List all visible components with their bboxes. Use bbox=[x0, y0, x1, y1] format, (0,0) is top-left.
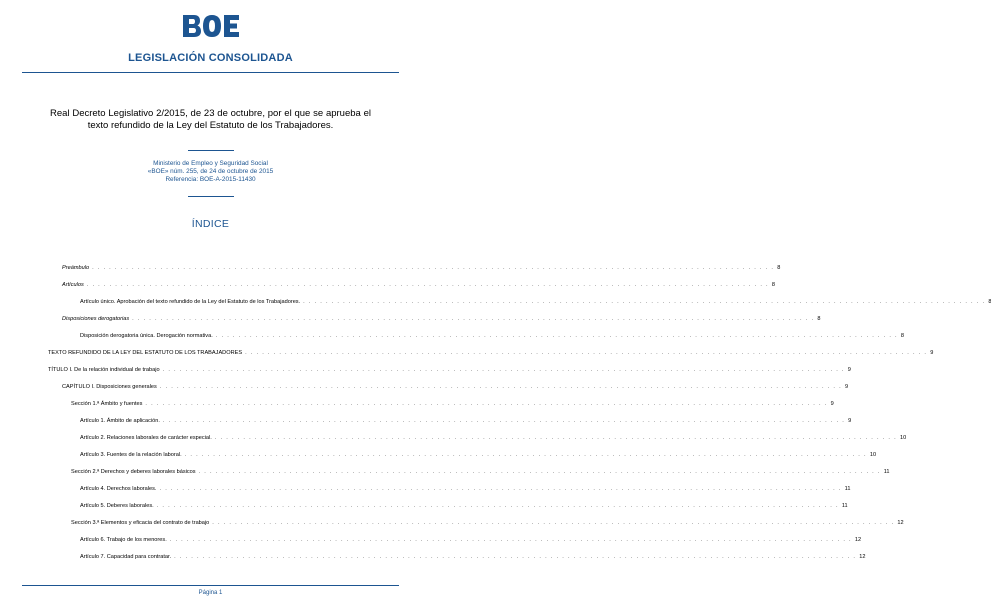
toc-entry-page: 8 bbox=[777, 265, 781, 271]
toc-entry-page: 9 bbox=[844, 384, 849, 390]
toc-entry[interactable] bbox=[80, 451, 877, 459]
toc-entry[interactable] bbox=[80, 485, 851, 493]
toc-entry-page: 8 bbox=[988, 299, 991, 305]
toc-entry-label: TÍTULO I. De la relación individual de trabajo bbox=[48, 367, 160, 373]
toc-entry-label: Preámbulo bbox=[62, 265, 90, 271]
toc-entry-page: 8 bbox=[771, 282, 776, 288]
toc-dot-leader: . . . . . . . . . . . . . . . . . . . . . . . . . . . . . . . . . . . . . . . . . . . . . . . . . . . . . . . . . . . . . . . . . . . . . . . . . . . . . . . . . . . . . . . . . . . . . . . . . . . . . . . . . . . . . . . . . . . . . . . . bbox=[132, 316, 815, 322]
toc-dot-leader: . . . . . . . . . . . . . . . . . . . . . . . . . . . . . . . . . . . . . . . . . . . . . . . . . . . . . . . . . . . . . . . . . . . . . . . . . . . . . . . . . . . . . . . . . . . . . . . . . . . . . . . . . . . . . . . . . . . . . . . . bbox=[214, 435, 897, 441]
toc-dot-leader: . . . . . . . . . . . . . . . . . . . . . . . . . . . . . . . . . . . . . . . . . . . . . . . . . . . . . . . . . . . . . . . . . . . . . . . . . . . . . . . . . . . . . . . . . . . . . . . . . . . . . . . . . . . . . . . . . . . . . . . . bbox=[162, 418, 846, 424]
toc-entry[interactable] bbox=[62, 383, 849, 391]
toc-entry-page: 10 bbox=[899, 435, 907, 441]
toc-dot-leader: . . . . . . . . . . . . . . . . . . . . . . . . . . . . . . . . . . . . . . . . . . . . . . . . . . . . . . . . . . . . . . . . . . . . . . . . . . . . . . . . . . . . . . . . . . . . . . . . . . . . . . . . . . . . . . . . . . . . . . . . bbox=[156, 503, 839, 509]
toc-entry[interactable] bbox=[48, 349, 934, 357]
page-number: Página 1 bbox=[198, 590, 223, 596]
toc-dot-leader: . . . . . . . . . . . . . . . . . . . . . . . . . . . . . . . . . . . . . . . . . . . . . . . . . . . . . . . . . . . . . . . . . . . . . . . . . . . . . . . . . . . . . . . . . . . . . . . . . . . . . . . . . . . . . . . . . . . . . . . . bbox=[162, 367, 845, 373]
toc-entry-label: Artículo 6. Trabajo de los menores. bbox=[80, 537, 167, 543]
toc-entry-page: 11 bbox=[883, 469, 890, 475]
toc-entry-page: 9 bbox=[930, 350, 934, 356]
toc-entry-label: Artículos bbox=[62, 282, 84, 288]
toc-entry[interactable] bbox=[62, 264, 781, 272]
toc-dot-leader: . . . . . . . . . . . . . . . . . . . . . . . . . . . . . . . . . . . . . . . . . . . . . . . . . . . . . . . . . . . . . . . . . . . . . . . . . . . . . . . . . . . . . . . . . . . . . . . . . . . . . . . . . . . . . . . . . . . . . . . . bbox=[145, 401, 828, 407]
toc-entry-page: 12 bbox=[854, 537, 862, 543]
toc-dot-leader: . . . . . . . . . . . . . . . . . . . . . . . . . . . . . . . . . . . . . . . . . . . . . . . . . . . . . . . . . . . . . . . . . . . . . . . . . . . . . . . . . . . . . . . . . . . . . . . . . . . . . . . . . . . . . . . . . . . . . . . . bbox=[92, 265, 775, 271]
toc-entry[interactable] bbox=[71, 400, 834, 408]
toc-entry-page: 8 bbox=[817, 316, 821, 322]
toc-dot-leader: . . . . . . . . . . . . . . . . . . . . . . . . . . . . . . . . . . . . . . . . . . . . . . . . . . . . . . . . . . . . . . . . . . . . . . . . . . . . . . . . . . . . . . . . . . . . . . . . . . . . . . . . . . . . . . . . . . . . . . . . bbox=[184, 452, 867, 458]
toc-entry[interactable] bbox=[80, 434, 907, 442]
header-divider bbox=[22, 72, 399, 73]
toc-entry[interactable] bbox=[71, 468, 890, 476]
toc-entry-page: 11 bbox=[844, 486, 851, 492]
document-title: Real Decreto Legislativo 2/2015, de 23 de octubre, por el que se aprueba el texto refundido de la Ley del Estatuto de los Trabajadores. bbox=[50, 108, 371, 131]
toc-dot-leader: . . . . . . . . . . . . . . . . . . . . . . . . . . . . . . . . . . . . . . . . . . . . . . . . . . . . . . . . . . . . . . . . . . . . . . . . . . . . . . . . . . . . . . . . . . . . . . . . . . . . . . . . . . . . . . . . . . . . . . . . bbox=[212, 520, 895, 526]
toc-entry-page: 9 bbox=[847, 367, 851, 373]
toc-entry-page: 12 bbox=[897, 520, 904, 526]
toc-entry-label: Disposición derogatoria única. Derogación normativa. bbox=[80, 333, 213, 339]
toc-entry-label: CAPÍTULO I. Disposiciones generales bbox=[62, 384, 157, 390]
toc-dot-leader: . . . . . . . . . . . . . . . . . . . . . . . . . . . . . . . . . . . . . . . . . . . . . . . . . . . . . . . . . . . . . . . . . . . . . . . . . . . . . . . . . . . . . . . . . . . . . . . . . . . . . . . . . . . . . . . . . . . . . . . . bbox=[159, 486, 842, 492]
toc-dot-leader: . . . . . . . . . . . . . . . . . . . . . . . . . . . . . . . . . . . . . . . . . . . . . . . . . . . . . . . . . . . . . . . . . . . . . . . . . . . . . . . . . . . . . . . . . . . . . . . . . . . . . . . . . . . . . . . . . . . . . . . . bbox=[215, 333, 898, 339]
toc-entry-label: Artículo 4. Derechos laborales. bbox=[80, 486, 157, 492]
toc-entry-label: Artículo 1. Ámbito de aplicación. bbox=[80, 418, 160, 424]
boe-logo bbox=[0, 13, 421, 44]
toc-dot-leader: . . . . . . . . . . . . . . . . . . . . . . . . . . . . . . . . . . . . . . . . . . . . . . . . . . . . . . . . . . . . . . . . . . . . . . . . . . . . . . . . . . . . . . . . . . . . . . . . . . . . . . . . . . . . . . . . . . . . . . . . bbox=[303, 299, 986, 305]
title-divider bbox=[188, 150, 234, 151]
footer-divider bbox=[22, 585, 399, 586]
toc-entry-label: TEXTO REFUNDIDO DE LA LEY DEL ESTATUTO DE LOS TRABAJADORES bbox=[48, 350, 243, 356]
toc-entry[interactable] bbox=[71, 519, 904, 527]
toc-entry-page: 12 bbox=[859, 554, 866, 560]
toc-entry-label: Artículo único. Aprobación del texto refundido de la Ley del Estatuto de los Trabajadores. bbox=[80, 299, 301, 305]
toc-dot-leader: . . . . . . . . . . . . . . . . . . . . . . . . . . . . . . . . . . . . . . . . . . . . . . . . . . . . . . . . . . . . . . . . . . . . . . . . . . . . . . . . . . . . . . . . . . . . . . . . . . . . . . . . . . . . . . . . . . . . . . . . bbox=[245, 350, 928, 356]
toc-entry-page: 11 bbox=[841, 503, 848, 509]
document-meta bbox=[0, 160, 421, 184]
toc-entry[interactable] bbox=[62, 315, 821, 323]
toc-entry-label: Disposiciones derogatorias bbox=[62, 316, 130, 322]
boe-logo-icon bbox=[181, 13, 241, 39]
toc-dot-leader: . . . . . . . . . . . . . . . . . . . . . . . . . . . . . . . . . . . . . . . . . . . . . . . . . . . . . . . . . . . . . . . . . . . . . . . . . . . . . . . . . . . . . . . . . . . . . . . . . . . . . . . . . . . . . . . . . . . . . . . . bbox=[198, 469, 881, 475]
toc-entry-label: Artículo 5. Deberes laborales. bbox=[80, 503, 154, 509]
toc-entry[interactable] bbox=[80, 332, 905, 340]
toc-entry[interactable] bbox=[80, 417, 852, 425]
boe-issue-text: «BOE» núm. 255, de 24 de octubre de 2015 bbox=[147, 168, 274, 175]
toc-entry-label: Sección 3.ª Elementos y eficacia del contrato de trabajo bbox=[71, 520, 210, 526]
toc-entry[interactable] bbox=[48, 366, 851, 374]
meta-divider bbox=[188, 196, 234, 197]
ministry-text: Ministerio de Empleo y Seguridad Social bbox=[153, 160, 268, 167]
toc-dot-leader: . . . . . . . . . . . . . . . . . . . . . . . . . . . . . . . . . . . . . . . . . . . . . . . . . . . . . . . . . . . . . . . . . . . . . . . . . . . . . . . . . . . . . . . . . . . . . . . . . . . . . . . . . . . . . . . . . . . . . . . . bbox=[159, 384, 842, 390]
index-title: ÍNDICE bbox=[191, 218, 230, 230]
toc-entry[interactable] bbox=[80, 502, 848, 510]
toc-entry-label: Artículo 2. Relaciones laborales de carácter especial. bbox=[80, 435, 212, 441]
reference-text: Referencia: BOE-A-2015-11430 bbox=[165, 176, 256, 183]
toc-entry-label: Artículo 7. Capacidad para contratar. bbox=[80, 554, 172, 560]
toc-entry-label: Sección 1.ª Ámbito y fuentes bbox=[71, 401, 143, 407]
toc-entry-label: Artículo 3. Fuentes de la relación laboral. bbox=[80, 452, 182, 458]
toc-entry[interactable] bbox=[80, 553, 866, 561]
header-title: LEGISLACIÓN CONSOLIDADA bbox=[128, 52, 293, 64]
toc-entry[interactable] bbox=[80, 536, 862, 544]
toc-entry-page: 10 bbox=[869, 452, 877, 458]
toc-dot-leader: . . . . . . . . . . . . . . . . . . . . . . . . . . . . . . . . . . . . . . . . . . . . . . . . . . . . . . . . . . . . . . . . . . . . . . . . . . . . . . . . . . . . . . . . . . . . . . . . . . . . . . . . . . . . . . . . . . . . . . . . bbox=[86, 282, 769, 288]
toc-dot-leader: . . . . . . . . . . . . . . . . . . . . . . . . . . . . . . . . . . . . . . . . . . . . . . . . . . . . . . . . . . . . . . . . . . . . . . . . . . . . . . . . . . . . . . . . . . . . . . . . . . . . . . . . . . . . . . . . . . . . . . . . bbox=[169, 537, 852, 543]
toc-entry[interactable] bbox=[62, 281, 776, 289]
toc-dot-leader: . . . . . . . . . . . . . . . . . . . . . . . . . . . . . . . . . . . . . . . . . . . . . . . . . . . . . . . . . . . . . . . . . . . . . . . . . . . . . . . . . . . . . . . . . . . . . . . . . . . . . . . . . . . . . . . . . . . . . . . . bbox=[174, 554, 857, 560]
toc-entry[interactable] bbox=[80, 298, 991, 306]
toc-entry-page: 9 bbox=[830, 401, 834, 407]
toc-entry-label: Sección 2.ª Derechos y deberes laborales básicos bbox=[71, 469, 196, 475]
toc-entry-page: 9 bbox=[848, 418, 852, 424]
toc-entry-page: 8 bbox=[900, 333, 905, 339]
